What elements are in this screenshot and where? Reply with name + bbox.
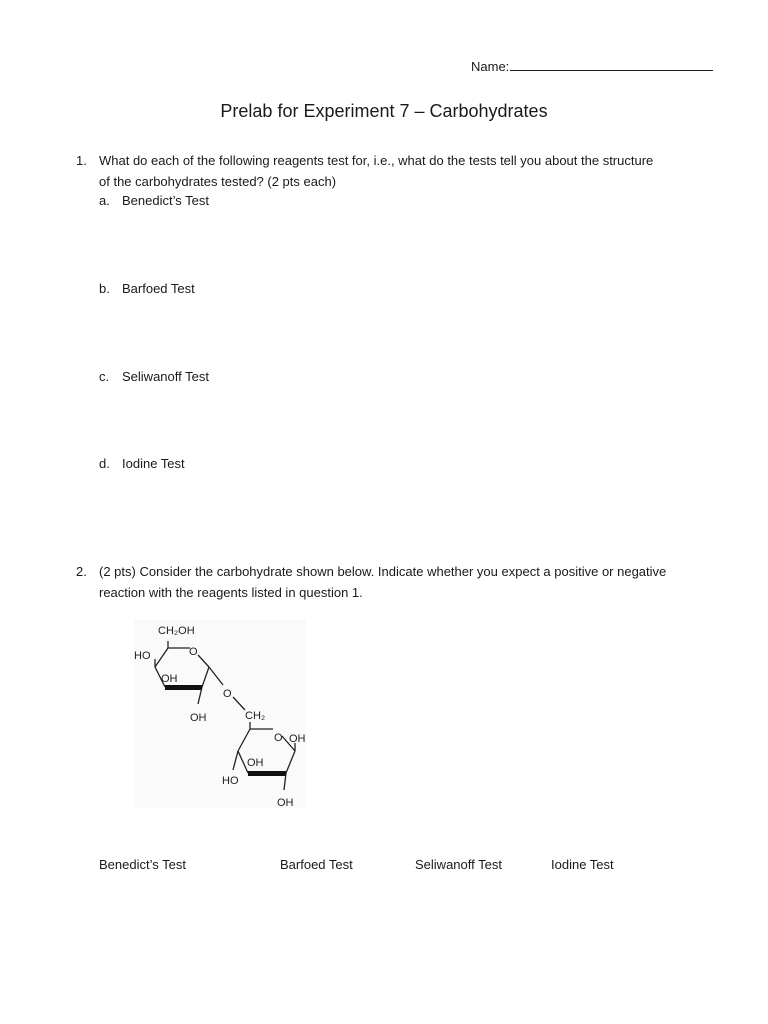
question-2-text-line-1: (2 pts) Consider the carbohydrate shown below. Indicate whether you expect a positive or negative xyxy=(99,564,667,579)
ho-label-top: HO xyxy=(134,650,151,662)
name-label: Name: xyxy=(471,59,510,74)
oh-ring-top-label: OH xyxy=(161,673,178,685)
test-label-seliwanoff: Seliwanoff Test xyxy=(415,857,502,872)
top-ring-bold-edge xyxy=(165,685,202,690)
o-ring-top-label: O xyxy=(189,646,198,658)
name-field[interactable] xyxy=(471,57,713,74)
question-1c-letter: c. xyxy=(99,369,110,384)
question-1a-letter: a. xyxy=(99,193,110,208)
disaccharide-structure xyxy=(130,618,310,813)
question-1d-letter: d. xyxy=(99,456,110,471)
page-title: Prelab for Experiment 7 – Carbohydrates xyxy=(220,101,548,121)
question-1-text-line-1: What do each of the following reagents test for, i.e., what do the tests tell you about the structure xyxy=(99,153,654,168)
ch2-label: CH₂ xyxy=(245,710,266,722)
oh-ring-bottom-label: OH xyxy=(247,757,264,769)
question-1b-label: Barfoed Test xyxy=(122,281,195,296)
oh-anomeric-label: OH xyxy=(289,733,306,745)
question-1c-label: Seliwanoff Test xyxy=(122,369,209,384)
question-1b-letter: b. xyxy=(99,281,110,296)
question-1-number: 1. xyxy=(76,153,87,168)
question-1-text-line-2: of the carbohydrates tested? (2 pts each) xyxy=(99,174,337,189)
question-2-number: 2. xyxy=(76,564,87,579)
name-blank-line[interactable] xyxy=(510,57,713,71)
test-label-barfoed: Barfoed Test xyxy=(280,857,353,872)
oh-bottom-bottom-label: OH xyxy=(277,797,294,809)
question-1d-label: Iodine Test xyxy=(122,456,185,471)
ho-label-bottom: HO xyxy=(222,775,239,787)
o-ring-bottom-label: O xyxy=(274,732,283,744)
o-link-label: O xyxy=(223,688,232,700)
ch2oh-label: CH₂OH xyxy=(158,625,195,637)
bottom-ring-bold-edge xyxy=(248,771,286,776)
test-label-benedicts: Benedict’s Test xyxy=(99,857,186,872)
question-2-text-line-2: reaction with the reagents listed in question 1. xyxy=(99,585,363,600)
oh-bottom-top-label: OH xyxy=(190,712,207,724)
structure-background xyxy=(134,620,306,808)
question-1a-label: Benedict’s Test xyxy=(122,193,209,208)
test-label-iodine: Iodine Test xyxy=(551,857,614,872)
